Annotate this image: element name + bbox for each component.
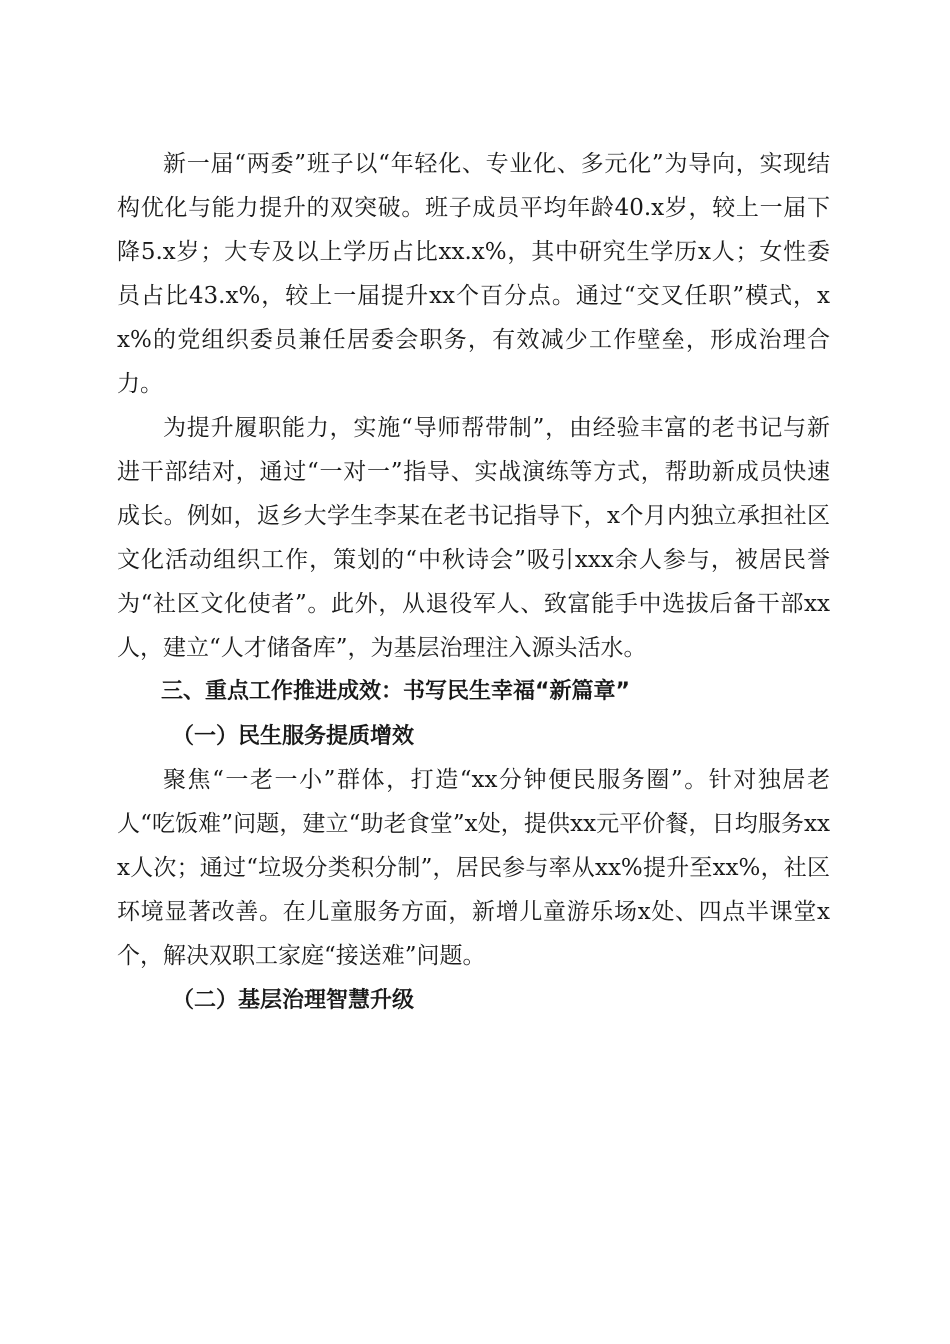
paragraph-livelihood-services: 聚焦“一老一小”群体，打造“xx分钟便民服务圈”。针对独居老人“吃饭难”问题，建立“助老食堂”x处，提供xx元平价餐，日均服务xxx人次；通过“垃圾分类积分制”，居民参与率从xx%提升至xx%，社区环境显著改善。在儿童服务方面，新增儿童游乐场x处、四点半课堂x个，解决双职工家庭“接送难”问题。 [117, 767, 830, 969]
paragraph-mentorship: 为提升履职能力，实施“导师帮带制”，由经验丰富的老书记与新进干部结对，通过“一对一”指导、实战演练等方式，帮助新成员快速成长。例如，返乡大学生李某在老书记指导下，x个月内独立承担社区文化活动组织工作，策划的“中秋诗会”吸引xxx余人参与，被居民誉为“社区文化使者”。此外，从退役军人、致富能手中选拔后备干部xx人，建立“人才储备库”，为基层治理注入源头活水。 [117, 415, 830, 661]
subsection-heading-2: （二）基层治理智慧升级 [172, 987, 415, 1013]
section-heading-3: 三、重点工作推进成效：书写民生幸福“新篇章” [161, 679, 630, 704]
document-body [117, 142, 830, 1022]
subsection-heading-1: （一）民生服务提质增效 [172, 723, 415, 749]
paragraph-team-structure: 新一届“两委”班子以“年轻化、专业化、多元化”为导向，实现结构优化与能力提升的双突破。班子成员平均年龄40.x岁，较上一届下降5.x岁；大专及以上学历占比xx.x%，其中研究生学历x人；女性委员占比43.x%，较上一届提升xx个百分点。通过“交叉任职”模式，xx%的党组织委员兼任居委会职务，有效减少工作壁垒，形成治理合力。 [117, 151, 830, 397]
